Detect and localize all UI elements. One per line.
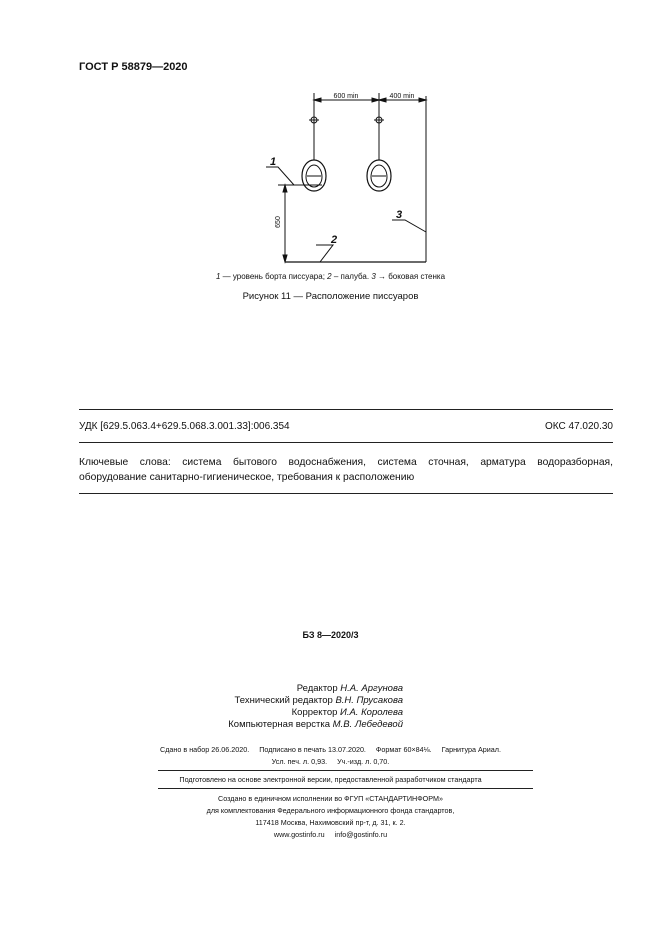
callout-1-leader <box>266 167 294 185</box>
imprint-line-1: Сдано в набор 26.06.2020. Подписано в печать 13.07.2020. Формат 60×84⅛. Гарнитура Ариал. <box>160 745 501 754</box>
divider-bottom <box>79 493 613 494</box>
urinal-1 <box>302 160 326 191</box>
imprint-line-3: Подготовлено на основе электронной версии, предоставленной разработчиком стандарта <box>179 775 482 784</box>
callout-1-label: 1 <box>270 156 277 168</box>
urinal-layout-figure <box>0 0 661 300</box>
imprint-line-7: www.gostinfo.ru info@gostinfo.ru <box>273 830 388 839</box>
callout-2-leader <box>316 245 333 262</box>
imprint-divider <box>158 770 533 771</box>
callout-3-label: 3 <box>396 209 403 221</box>
issue-number: БЗ 8—2020/3 <box>302 630 359 640</box>
dim-600-label: 600 min <box>333 93 359 100</box>
figure-legend: 1 — уровень борта писсуара; 2 – палуба. 3 → боковая стенка <box>215 272 446 281</box>
udk-code: УДК [629.5.063.4+629.5.068.3.001.33]:006.354 <box>79 421 290 432</box>
staff-layout: Компьютерная верстка М.В. Лебедевой <box>228 719 403 730</box>
imprint-line-4: Создано в единичном исполнении во ФГУП «СТАНДАРТИНФОРМ» <box>218 794 443 803</box>
callout-3-leader <box>392 220 426 232</box>
imprint-line-6: 117418 Москва, Нахимовский пр-т, д. 31, к. 2. <box>255 818 406 827</box>
urinal-2 <box>367 160 391 191</box>
imprint-line-2: Усл. печ. л. 0,93. Уч.-изд. л. 0,70. <box>271 757 390 766</box>
staff-corrector: Корректор И.А. Королева <box>291 707 403 718</box>
divider-middle <box>79 442 613 443</box>
figure-caption: Рисунок 11 — Расположение писсуаров <box>242 291 419 302</box>
divider-top <box>79 409 613 410</box>
staff-editor: Редактор Н.А. Аргунова <box>296 683 403 694</box>
oks-code: ОКС 47.020.30 <box>545 421 613 432</box>
dim-400-label: 400 min <box>389 93 415 100</box>
callout-2-label: 2 <box>331 234 338 246</box>
imprint-divider-2 <box>158 788 533 789</box>
document-header: ГОСТ Р 58879—2020 <box>79 61 188 73</box>
dim-650-label: 650 <box>275 216 282 228</box>
imprint-line-5: для комплектования Федерального информационного фонда стандартов, <box>206 806 455 815</box>
staff-tech-editor: Технический редактор В.Н. Прусакова <box>234 695 403 706</box>
keywords-text: Ключевые слова: система бытового водоснабжения, система сточная, арматура водоразборная, оборудование санитарно-гигиеническое, требования к расположению <box>79 457 613 483</box>
